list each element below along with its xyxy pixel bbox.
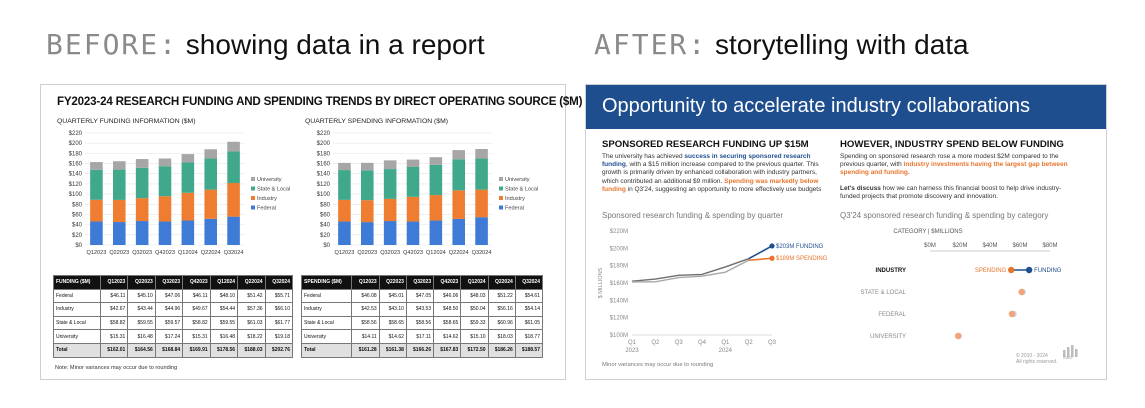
bar-segment [338, 170, 351, 200]
bar-segment [113, 161, 126, 169]
table-cell: Total [54, 343, 101, 357]
category-label: UNIVERSITY [869, 334, 906, 340]
table-cell: $16.48 [210, 330, 237, 344]
table-cell: $19.18 [265, 330, 292, 344]
table-header: Q22024 [238, 276, 265, 290]
series-line-latest [749, 258, 772, 260]
table-cell: $15.31 [183, 330, 210, 344]
table-cell: $172.50 [461, 343, 488, 357]
x-tick-label: $80M [1042, 243, 1058, 249]
bar-segment [159, 159, 172, 167]
y-tick-label: $40 [71, 222, 82, 229]
bar-segment [159, 196, 172, 221]
legend-label: Industry [505, 196, 525, 202]
left-highlight-spending: Spending was markedly below funding [602, 177, 819, 193]
x-tick-label: Q32024 [223, 250, 244, 256]
x-tick-label: $60M [1012, 243, 1028, 249]
y-tick-label: $180 [68, 151, 82, 158]
copyright-years: © 2010 - 2024 [1016, 353, 1048, 359]
swd-logo-icon [1062, 343, 1082, 359]
table-cell: $48.50 [434, 303, 461, 317]
funding-spending-line-chart [594, 225, 838, 361]
spending-label: SPENDING [974, 268, 1007, 274]
lets-discuss: Let's discuss [840, 185, 881, 192]
bar-segment [182, 162, 195, 192]
bar-segment [384, 160, 397, 169]
bar-segment [407, 160, 420, 167]
bar-segment [90, 222, 103, 245]
table-cell: $17.11 [406, 330, 433, 344]
table-header: Q32023 [406, 276, 433, 290]
spending-dot [955, 333, 961, 339]
table-cell: $18.03 [488, 330, 515, 344]
table-cell: $59.55 [128, 316, 155, 330]
table-cell: $164.56 [128, 343, 155, 357]
table-cell: $58.65 [379, 316, 406, 330]
spending-dot [1009, 311, 1015, 317]
table-header: Q32024 [265, 276, 292, 290]
table-row [302, 316, 543, 330]
right-paragraph-1 [840, 153, 1078, 178]
table-header: Q12024 [210, 276, 237, 290]
bar-segment [452, 190, 465, 219]
table-cell: $18.22 [238, 330, 265, 344]
table-header: Q32023 [155, 276, 182, 290]
x-tick-label: Q12023 [86, 250, 107, 256]
table-cell: $14.11 [352, 330, 379, 344]
bar-segment [182, 154, 195, 162]
right-paragraph-2 [840, 185, 1078, 201]
funding-table [53, 275, 293, 358]
bar-segment [136, 198, 149, 221]
bar-segment [136, 159, 149, 168]
legend-label: State & Local [505, 186, 539, 193]
x-tick-label: $20M [952, 243, 968, 249]
table-cell: $16.48 [128, 330, 155, 344]
table-cell: $60.96 [488, 316, 515, 330]
left-text-1: The university has achieved [602, 153, 685, 160]
after-story-panel [585, 84, 1107, 380]
bar-segment [90, 162, 103, 170]
y-tick-label: $140 [68, 171, 82, 178]
funding-bar-chart [51, 127, 301, 265]
table-cell: $45.10 [128, 289, 155, 303]
y-tick-label: $220M [609, 229, 628, 235]
x-tick-label: Q22024 [200, 250, 221, 256]
spending-table [301, 275, 543, 358]
bar-segment [361, 170, 374, 200]
table-cell: $48.10 [210, 289, 237, 303]
table-header: Q12024 [461, 276, 488, 290]
series-line-history [632, 260, 749, 282]
legend-swatch [499, 196, 503, 200]
table-header: Q42023 [183, 276, 210, 290]
table-cell: $188.03 [238, 343, 265, 357]
legend-label: State & Local [257, 186, 291, 193]
table-cell: $49.67 [183, 303, 210, 317]
table-cell: $58.65 [434, 316, 461, 330]
spending-subtitle: QUARTERLY SPENDING INFORMATION ($M) [305, 118, 448, 125]
table-cell: $15.31 [100, 330, 127, 344]
table-cell: $50.04 [461, 303, 488, 317]
bar-segment [430, 165, 443, 195]
y-tick-label: $20 [71, 232, 82, 239]
table-cell: $14.62 [434, 330, 461, 344]
table-cell: $167.83 [434, 343, 461, 357]
right-highlight-gap: industry investments having the largest gap between spending and funding. [840, 161, 1068, 177]
spending-dot [1008, 267, 1014, 273]
table-row [54, 316, 293, 330]
table-cell: $45.01 [379, 289, 406, 303]
table-cell: $43.53 [406, 303, 433, 317]
bar-segment [182, 221, 195, 245]
x-tick-label: Q4 [697, 340, 707, 346]
table-header: Q32024 [515, 276, 542, 290]
y-tick-label: $200 [68, 141, 82, 148]
table-cell: $15.10 [461, 330, 488, 344]
table-cell: $51.42 [238, 289, 265, 303]
bar-segment [90, 200, 103, 222]
table-cell: $58.56 [352, 316, 379, 330]
after-heading-text: storytelling with data [714, 29, 969, 60]
table-cell: University [302, 330, 352, 344]
y-tick-label: $140M [609, 298, 628, 305]
bar-segment [452, 219, 465, 245]
table-cell: $51.22 [488, 289, 515, 303]
y-tick-label: $80 [71, 202, 82, 209]
x-tick-label: Q1 [721, 340, 730, 346]
x-tick-label: Q22024 [448, 250, 469, 256]
rounding-note: Note: Minor variances may occur due to rounding [55, 365, 178, 371]
x-tick-label: Q32023 [380, 250, 401, 256]
right-text-1: Spending on sponsored research rose a more modest $2M compared to the previous quarter, with [840, 153, 1059, 169]
table-cell: $59.55 [210, 316, 237, 330]
bar-segment [430, 221, 443, 245]
left-highlight-success: success in securing sponsored research funding [602, 153, 811, 169]
x-tick-label: Q12024 [425, 250, 446, 256]
table-cell: $61.77 [265, 316, 292, 330]
table-cell: $56.16 [488, 303, 515, 317]
table-cell: $54.14 [515, 303, 542, 317]
table-cell: Federal [302, 289, 352, 303]
x-tick-label: Q2 [744, 340, 753, 346]
legend-swatch [499, 206, 503, 210]
bar-segment [452, 150, 465, 159]
left-text-2: , with a $15 million increase compared to the previous quarter. This growth is primarily driven by enhanced collaboration with industry partners, which contributed an additional $9 million. [602, 161, 819, 185]
spending-bar-chart [299, 127, 549, 265]
bar-segment [384, 169, 397, 199]
funding-label: FUNDING [1034, 268, 1062, 274]
table-row [302, 343, 543, 357]
table-row [54, 303, 293, 317]
report-title: FY2023-24 RESEARCH FUNDING AND SPENDING TRENDS BY DIRECT OPERATING SOURCE ($M) [57, 95, 583, 108]
rights-reserved: All rights reserved. [1016, 359, 1058, 365]
bar-segment [338, 200, 351, 222]
left-heading: SPONSORED RESEARCH FUNDING UP $15M [602, 139, 809, 150]
table-cell: $47.06 [155, 289, 182, 303]
table-row [302, 303, 543, 317]
bar-segment [430, 157, 443, 165]
series-line-latest [749, 246, 772, 259]
category-dot-plot [840, 225, 1080, 350]
y-tick-label: $220 [68, 131, 82, 137]
dot-chart-caption: Q3'24 sponsored research funding & spending by category [840, 211, 1049, 220]
table-cell: $186.26 [488, 343, 515, 357]
before-report-panel [40, 84, 583, 380]
bar-segment [182, 193, 195, 221]
table-header: FUNDING ($M) [54, 276, 101, 290]
swd-logo-text: SWD [1063, 355, 1073, 359]
series-end-marker [769, 256, 774, 261]
table-cell: University [54, 330, 101, 344]
y-tick-label: $80 [319, 202, 330, 209]
bar-segment [361, 222, 374, 245]
legend-label: Federal [257, 205, 276, 212]
x-tick-label: Q32024 [471, 250, 492, 256]
category-label: INDUSTRY [875, 268, 906, 274]
y-tick-label: $0 [323, 243, 330, 249]
table-cell: $168.84 [155, 343, 182, 357]
legend-swatch [251, 206, 255, 210]
bar-segment [430, 195, 443, 220]
x-tick-label: $40M [982, 243, 998, 249]
bar-segment [475, 190, 488, 218]
before-tag: BEFORE: [46, 28, 179, 61]
y-tick-label: $120M [609, 315, 628, 322]
table-header: SPENDING ($M) [302, 276, 352, 290]
table-header: Q22023 [128, 276, 155, 290]
table-cell: $46.11 [183, 289, 210, 303]
table-row [54, 289, 293, 303]
x-tick-label: Q32023 [132, 250, 153, 256]
y-tick-label: $100 [68, 192, 82, 199]
x-tick-label: Q1 [627, 340, 637, 346]
legend-swatch [499, 187, 503, 191]
legend-swatch [251, 187, 255, 191]
y-tick-label: $140 [316, 171, 330, 178]
legend-label: University [505, 177, 530, 183]
bar-segment [338, 222, 351, 245]
bar-segment [384, 199, 397, 221]
x-tick-label: Q22023 [357, 250, 378, 256]
table-cell: $55.71 [265, 289, 292, 303]
y-tick-label: $100M [609, 333, 628, 339]
table-row [54, 343, 293, 357]
y-tick-label: $160 [316, 161, 330, 168]
copyright [1016, 353, 1057, 365]
bar-segment [227, 142, 240, 152]
table-cell: $43.10 [379, 303, 406, 317]
y-tick-label: $180 [316, 151, 330, 158]
funding-dot [1026, 267, 1032, 273]
table-cell: $58.82 [183, 316, 210, 330]
bar-segment [227, 217, 240, 245]
funding-subtitle: QUARTERLY FUNDING INFORMATION ($M) [57, 118, 196, 125]
bar-segment [159, 166, 172, 196]
y-tick-label: $220 [316, 131, 330, 137]
bar-segment [407, 197, 420, 222]
axis-title: CATEGORY | $MILLIONS [893, 229, 963, 235]
y-tick-label: $60 [71, 212, 82, 219]
bar-segment [136, 221, 149, 245]
series-end-label: $203M FUNDING [776, 243, 824, 250]
table-cell: $59.57 [155, 316, 182, 330]
table-cell: $161.38 [379, 343, 406, 357]
category-label: FEDERAL [878, 312, 906, 318]
legend-label: Industry [257, 196, 277, 202]
banner-title: Opportunity to accelerate industry collaborations [586, 85, 1106, 129]
table-cell: $61.05 [515, 316, 542, 330]
table-cell: $178.56 [210, 343, 237, 357]
legend-label: University [257, 177, 282, 183]
table-header: Q22024 [488, 276, 515, 290]
y-tick-label: $40 [319, 222, 330, 229]
series-line-history [632, 259, 749, 282]
right-text-2: how we can harness this financial boost to help drive industry-funded projects that promote discovery and innovation. [840, 185, 1062, 201]
table-cell: Industry [54, 303, 101, 317]
bar-segment [204, 190, 217, 219]
table-cell: $202.76 [265, 343, 292, 357]
table-cell: $47.05 [406, 289, 433, 303]
x-tick-label: Q2 [651, 340, 660, 346]
bar-segment [227, 183, 240, 217]
bar-segment [113, 222, 126, 245]
y-tick-label: $60 [319, 212, 330, 219]
table-cell: $42.53 [352, 303, 379, 317]
table-cell: $59.33 [461, 316, 488, 330]
line-chart-caption: Sponsored research funding & spending by quarter [602, 211, 784, 220]
bar-segment [361, 200, 374, 222]
y-tick-label: $180M [609, 263, 628, 270]
table-cell: $46.08 [352, 289, 379, 303]
x-tick-label: Q12023 [334, 250, 355, 256]
bar-segment [452, 159, 465, 190]
y-tick-label: $200M [609, 246, 628, 253]
table-header: Q12023 [352, 276, 379, 290]
table-cell: $169.91 [183, 343, 210, 357]
x-tick-label: Q3 [674, 340, 683, 346]
left-paragraph [602, 153, 830, 194]
before-heading [46, 28, 485, 61]
y-tick-label: $20 [319, 232, 330, 239]
y-tick-label: $200 [316, 141, 330, 148]
table-cell: $162.01 [100, 343, 127, 357]
legend-swatch [251, 196, 255, 200]
y-tick-label: $100 [316, 192, 330, 199]
x-tick-label: Q22023 [109, 250, 130, 256]
x-tick-label: $0M [924, 243, 936, 249]
bar-segment [227, 152, 240, 183]
table-cell: $44.96 [155, 303, 182, 317]
y-tick-label: $120 [68, 181, 82, 188]
category-label: STATE & LOCAL [860, 290, 906, 296]
bar-segment [361, 163, 374, 170]
left-text-3: in Q3'24, suggesting an opportunity to more effectively use budgets [625, 185, 822, 193]
table-cell: State & Local [54, 316, 101, 330]
table-cell: $161.28 [352, 343, 379, 357]
table-cell: $46.11 [100, 289, 127, 303]
bar-segment [204, 219, 217, 245]
table-cell: $57.36 [238, 303, 265, 317]
year-label: 2023 [625, 348, 639, 354]
table-cell: $54.61 [515, 289, 542, 303]
x-tick-label: Q42023 [155, 250, 175, 256]
x-tick-label: Q42023 [403, 250, 423, 256]
table-cell: $58.82 [100, 316, 127, 330]
bar-segment [338, 163, 351, 170]
table-cell: $166.26 [406, 343, 433, 357]
bar-segment [159, 222, 172, 245]
x-tick-label: Q12024 [177, 250, 198, 256]
year-label: 2024 [718, 348, 733, 354]
spending-dot [1018, 289, 1024, 295]
before-heading-text: showing data in a report [185, 29, 485, 60]
bar-segment [113, 170, 126, 200]
table-cell: State & Local [302, 316, 352, 330]
series-end-marker [769, 243, 774, 248]
legend-swatch [251, 177, 255, 181]
table-cell: $54.44 [210, 303, 237, 317]
bar-segment [204, 149, 217, 158]
bar-segment [384, 221, 397, 245]
table-row [302, 289, 543, 303]
table-cell: $46.06 [434, 289, 461, 303]
table-header: Q42023 [434, 276, 461, 290]
table-cell: $188.57 [515, 343, 542, 357]
x-tick-label: Q3 [767, 340, 777, 346]
bar-segment [204, 159, 217, 190]
table-cell: $66.10 [265, 303, 292, 317]
after-tag: AFTER: [594, 28, 708, 61]
after-rounding-note: Minor variances may occur due to rounding [602, 362, 714, 368]
table-cell: Industry [302, 303, 352, 317]
bar-segment [136, 168, 149, 198]
bar-segment [113, 200, 126, 222]
bar-segment [407, 167, 420, 197]
y-tick-label: $160M [609, 281, 628, 287]
y-tick-label: $160 [68, 161, 82, 168]
legend-swatch [499, 177, 503, 181]
y-tick-label: $120 [316, 181, 330, 188]
right-heading: HOWEVER, INDUSTRY SPEND BELOW FUNDING [840, 139, 1064, 150]
bar-segment [475, 217, 488, 245]
table-header: Q12023 [100, 276, 127, 290]
bar-segment [475, 159, 488, 190]
table-cell: Federal [54, 289, 101, 303]
series-end-label: $189M SPENDING [776, 256, 828, 263]
table-cell: $17.24 [155, 330, 182, 344]
table-cell: $48.03 [461, 289, 488, 303]
table-cell: $18.77 [515, 330, 542, 344]
y-tick-label: $0 [75, 243, 82, 249]
bar-segment [475, 149, 488, 159]
table-cell: $61.03 [238, 316, 265, 330]
table-cell: $14.62 [379, 330, 406, 344]
after-heading [594, 28, 969, 61]
table-row [54, 330, 293, 344]
table-header: Q22023 [379, 276, 406, 290]
legend-label: Federal [505, 205, 524, 212]
bar-segment [90, 170, 103, 200]
table-cell: $43.44 [128, 303, 155, 317]
table-cell: Total [302, 343, 352, 357]
table-cell: $58.56 [406, 316, 433, 330]
bar-segment [407, 222, 420, 245]
table-row [302, 330, 543, 344]
table-cell: $42.67 [100, 303, 127, 317]
y-axis-label: $ MILLIONS [598, 267, 604, 299]
